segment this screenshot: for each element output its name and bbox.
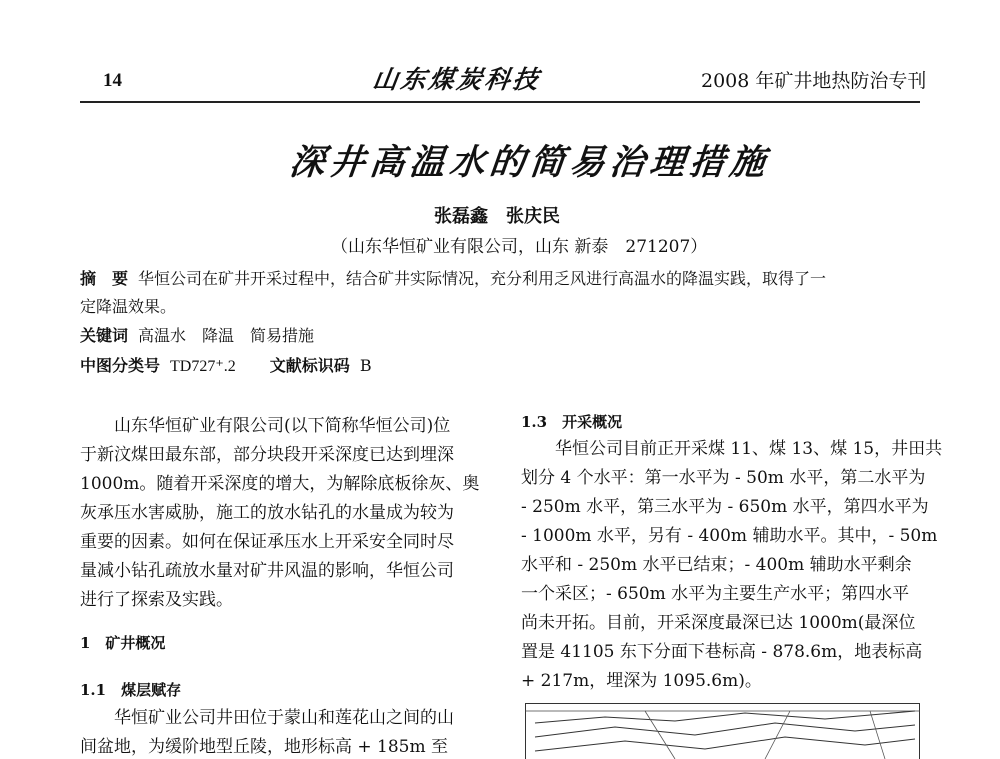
stratum-line — [535, 723, 915, 737]
fault-line — [870, 711, 885, 759]
mining-overview-line: + 217m，埋深为 1095.6m)。 — [521, 671, 762, 691]
article-authors: 张磊鑫 张庆民 — [434, 206, 560, 227]
classification — [80, 353, 372, 376]
keywords-label: 关键词 — [80, 326, 129, 345]
geological-section-figure — [525, 703, 920, 759]
issue-title: 2008 年矿井地热防治专刊 — [701, 70, 927, 92]
abstract-text-line-1: 华恒公司在矿井开采过程中，结合矿井实际情况，充分利用乏风进行高温水的降温实践，取得了一 — [138, 269, 827, 288]
mining-overview-line: 水平和 - 250m 水平已结束；- 400m 辅助水平剩余 — [521, 555, 912, 575]
keywords — [80, 323, 314, 346]
header-divider — [80, 101, 920, 103]
mining-overview-line: 置是 41105 东下分面下巷标高 - 878.6m，地表标高 — [521, 642, 923, 662]
mining-overview-line: 华恒公司目前正开采煤 11、煤 13、煤 15，井田共 — [521, 439, 943, 459]
intro-line: 量减小钻孔疏放水量对矿井风温的影响，华恒公司 — [80, 561, 454, 581]
journal-name-logo: 山东煤炭科技 — [370, 65, 543, 94]
stratum-line — [535, 711, 915, 723]
abstract-text-line-2: 定降温效果。 — [80, 297, 177, 316]
author-affiliation: （山东华恒矿业有限公司，山东 新泰 271207） — [331, 237, 708, 257]
keywords-value: 高温水 降温 简易措施 — [138, 326, 315, 345]
fault-line — [765, 711, 790, 759]
stratum-line — [535, 737, 915, 751]
classification-label: 中图分类号 — [80, 356, 161, 375]
intro-line: 山东华恒矿业有限公司(以下简称华恒公司)位 — [80, 416, 451, 436]
coal-seam-line: 间盆地，为缓阶地型丘陵，地形标高 + 185m 至 — [80, 737, 449, 757]
intro-line: 1000m。随着开采深度的增大，为解除底板徐灰、奥 — [80, 474, 480, 494]
document-code-label: 文献标识码 — [269, 356, 350, 375]
document-code-value: B — [359, 356, 372, 375]
mining-overview-line: 划分 4 个水平：第一水平为 - 50m 水平，第二水平为 — [521, 468, 926, 488]
intro-line: 灰承压水害威胁，施工的放水钻孔的水量成为较为 — [80, 503, 454, 523]
fault-line — [645, 711, 675, 759]
intro-line: 重要的因素。如何在保证承压水上开采安全同时尽 — [80, 532, 454, 552]
mining-overview-line: 尚未开拓。目前，开采深度最深已达 1000m(最深位 — [521, 613, 916, 633]
article-title: 深井高温水的简易治理措施 — [287, 142, 772, 183]
coal-seam-line: 华恒矿业公司井田位于蒙山和莲花山之间的山 — [80, 708, 454, 728]
mining-overview-line: 一个采区；- 650m 水平为主要生产水平；第四水平 — [521, 584, 910, 604]
section-heading-coal-seams: 1.1 煤层赋存 — [80, 681, 182, 699]
section-heading-mine-overview: 1 矿井概况 — [80, 634, 166, 652]
section-heading-mining-overview: 1.3 开采概况 — [521, 413, 623, 431]
mining-overview-line: - 1000m 水平，另有 - 400m 辅助水平。其中，- 50m — [521, 526, 938, 546]
classification-value: TD727⁺.2 — [170, 358, 236, 375]
abstract — [80, 266, 826, 289]
abstract-label: 摘 要 — [80, 269, 129, 288]
mining-overview-line: - 250m 水平，第三水平为 - 650m 水平，第四水平为 — [521, 497, 929, 517]
page-number: 14 — [103, 70, 122, 91]
intro-line: 于新汶煤田最东部，部分块段开采深度已达到埋深 — [80, 445, 454, 465]
intro-line: 进行了探索及实践。 — [80, 590, 233, 610]
